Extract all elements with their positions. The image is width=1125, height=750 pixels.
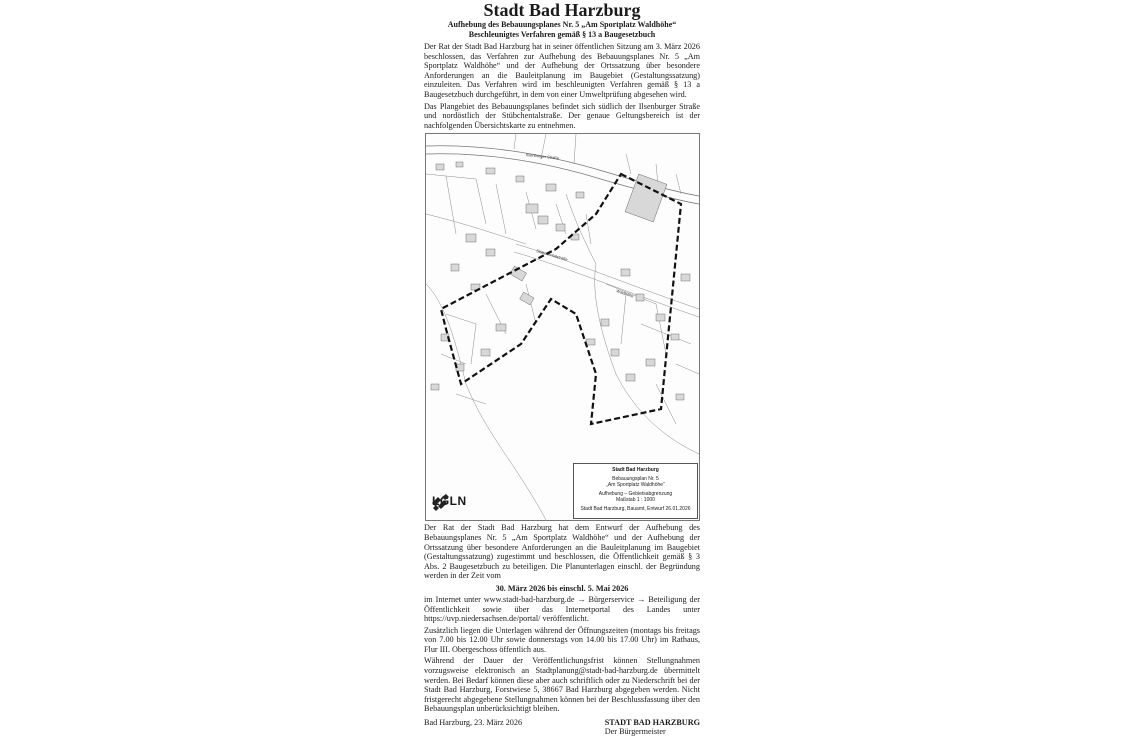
street-label-ilsenburger: Ilsenburger Straße <box>525 152 560 161</box>
overview-map <box>425 133 700 521</box>
signer-org: STADT BAD HARZBURG <box>604 718 700 728</box>
notice-subtitle-2: Beschleunigtes Verfahren gemäß § 13 a Baugesetzbuch <box>468 30 656 39</box>
lgln-logo-text: LGLN <box>432 494 467 509</box>
notice-title: Stadt Bad Harzburg <box>483 0 641 20</box>
lgln-logo <box>430 494 467 508</box>
street-label-waldhoehe: Waldhöhe <box>615 288 635 299</box>
paragraph-approval: Der Rat der Stadt Bad Harzburg hat dem Entwurf der Aufhebung des Bebauungsplanes Nr. 5 „Am Sportplatz Waldhöhe“ und der Aufhebung der Ortssatzung über besondere Anforderungen an die Bauleitplanung im Baugebiet (Gestaltungssatzung) zugestimmt und beschlossen, die Öffentlichkeit gemäß § 3 Abs. 2 Baugesetzbuch zu beteiligen. Die Planunterlagen einschl. der Begründung werden in der Zeit vom <box>424 523 700 581</box>
public-notice <box>424 0 700 750</box>
place-date: Bad Harzburg, 23. März 2026 <box>424 718 523 728</box>
paragraph-opening-hours: Zusätzlich liegen die Unterlagen während der Öffnungszeiten (montags bis freitags von 7.00 bis 12.00 Uhr sowie donnerstags von 14.00 bis 17.00 Uhr) im Rathaus, Flur III. Obergeschoss öffentlich aus. <box>424 625 700 654</box>
signer <box>605 718 700 736</box>
paragraph-statements: Während der Dauer der Veröffentlichungsfrist können Stellungnahmen vorzugsweise elektronisch an Stadtplanung@stadt-bad-harzburg.de übermittelt werden. Bei Bedarf können diese aber auch schriftlich oder zu Niederschrift bei der Stadt Bad Harzburg, Forstwiese 5, 38667 Bad Harzburg abgegeben werden. Nicht fristgerecht abgegebene Stellungnahmen können bei der Beschlussfassung über den Bebauungsplan unberücksichtigt bleiben. <box>424 656 700 714</box>
legend-line-4: Maßstab 1 : 1000 <box>616 497 655 504</box>
notice-subtitle-1: Aufhebung des Bebauungsplanes Nr. 5 „Am Sportplatz Waldhöhe“ <box>447 20 677 29</box>
legend-line-3: Aufhebung – Gebietsabgrenzung <box>598 491 673 498</box>
legend-line-2: „Am Sportplatz Waldhöhe“ <box>606 482 665 489</box>
paragraph-plan-area: Das Plangebiet des Bebauungsplanes befindet sich südlich der Ilsenburger Straße und nordöstlich der Stübchentalstraße. Der genaue Geltungsbereich ist der nachfolgenden Übersichtskarte zu entnehmen. <box>424 101 700 130</box>
publication-period: 30. März 2026 bis einschl. 5. Mai 2026 <box>495 583 629 593</box>
notice-footer <box>424 718 700 736</box>
legend-line-1: Bebauungsplan Nr. 5 <box>612 476 659 483</box>
paragraph-resolution: Der Rat der Stadt Bad Harzburg hat in seiner öffentlichen Sitzung am 3. März 2026 beschlossen, das Verfahren zur Aufhebung des Bebauungsplanes Nr. 5 „Am Sportplatz Waldhöhe“ und der Aufhebung der Ortssatzung über besondere Anforderungen an die Bauleitplanung im Baugebiet (Gestaltungssatzung) einzuleiten. Das Verfahren wird im beschleunigten Verfahren gemäß § 13 a Baugesetzbuch durchgeführt, in dem von einer Umweltprüfung abgesehen wird. <box>424 42 700 99</box>
signer-role: Der Bürgermeister <box>604 727 666 737</box>
paragraph-online: im Internet unter www.stadt-bad-harzburg.de → Bürgerservice → Beteiligung der Öffentlichkeit sowie über das Internetportal des Landes unter https://uvp.niedersachsen.de/portal/ veröffentlicht. <box>424 594 700 624</box>
legend-title: Stadt Bad Harzburg <box>612 467 659 474</box>
map-legend <box>573 463 698 519</box>
lgln-logo-icon <box>430 494 452 512</box>
street-label-stuebchental: Stübchentalstraße <box>535 248 569 263</box>
legend-line-5: Stadt Bad Harzburg, Bauamt, Entwurf 26.01.2026 <box>580 506 691 513</box>
